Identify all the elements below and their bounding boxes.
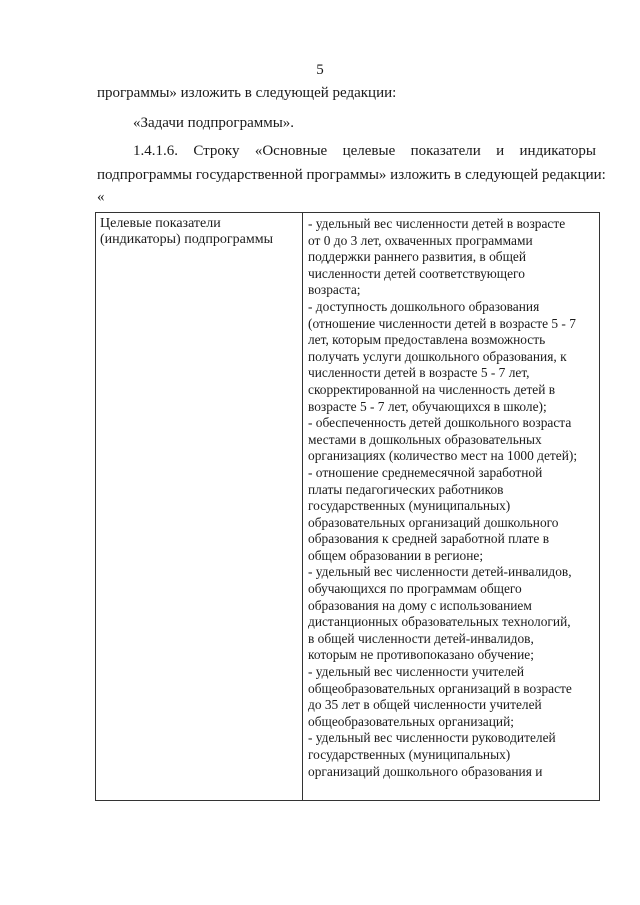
paragraph-tasks-title: «Задачи подпрограммы». [133, 115, 295, 131]
indicator-line: получать услуги дошкольного образования, к [308, 348, 567, 364]
indicator-line: - доступность дошкольного образования [308, 298, 540, 314]
indicator-line: - удельный вес численности руководителей [308, 730, 556, 746]
label-line: (индикаторы) подпрограммы [100, 232, 273, 247]
indicator-line: платы педагогических работников [308, 481, 504, 497]
paragraph-clause-continuation: подпрограммы государственной программы» изложить в следующей редакции: [97, 167, 606, 183]
indicator-line: дистанционных образовательных технологий, [308, 614, 571, 630]
table-content-cell [303, 213, 599, 800]
opening-quote: « [97, 189, 105, 205]
clause-word: 1.4.1.6. [133, 143, 178, 159]
indicator-line: государственных (муниципальных) [308, 747, 511, 762]
indicator-line: (отношение численности детей в возрасте 5 - 7 [308, 315, 576, 331]
indicator-line: государственных (муниципальных) [308, 498, 511, 514]
clause-word: Строку [193, 143, 240, 159]
table-label-cell [96, 213, 303, 800]
indicator-line: организаций дошкольного образования и [308, 763, 543, 779]
indicator-line: образования к средней заработной плате в [308, 531, 550, 547]
indicator-line: поддержки раннего развития, в общей [308, 249, 527, 265]
indicator-line: численности детей в возрасте 5 - 7 лет, [308, 365, 530, 381]
clause-word: индикаторы [519, 143, 596, 159]
label-line: Целевые показатели [100, 216, 221, 231]
indicators-table [95, 212, 600, 801]
indicator-line: от 0 до 3 лет, охваченных программами [308, 232, 533, 248]
indicator-line: - удельный вес численности детей-инвалидов, [308, 564, 572, 580]
page-number: 5 [316, 62, 324, 78]
indicator-line: общем образовании в регионе; [308, 547, 484, 563]
indicator-line: образования на дому с использованием [308, 597, 532, 613]
indicator-line: численности детей соответствующего [308, 265, 525, 281]
indicator-line: скорректированной на численность детей в [308, 381, 556, 397]
clause-word: «Основные [254, 143, 328, 159]
indicator-line: - обеспеченность детей дошкольного возраста [308, 415, 572, 431]
paragraph-clause-1-4-1-6 [133, 142, 596, 160]
indicator-line: общеобразовательных организаций в возрасте [308, 680, 572, 696]
indicator-line: местами в дошкольных образовательных [308, 431, 542, 447]
indicator-line: - отношение среднемесячной заработной [308, 464, 543, 480]
indicator-line: - удельный вес численности детей в возрасте [308, 216, 566, 231]
clause-word: показатели [410, 143, 481, 159]
indicator-line: образовательных организаций дошкольного [308, 514, 559, 530]
indicator-line: лет, которым предоставлена возможность [308, 332, 546, 348]
indicator-line: возраста; [308, 282, 361, 298]
indicator-line: до 35 лет в общей численности учителей [308, 697, 542, 713]
indicator-line: обучающихся по программам общего [308, 581, 522, 597]
clause-word: целевые [342, 143, 396, 159]
indicator-line: которым не противопоказано обучение; [308, 647, 534, 663]
indicator-line: - удельный вес численности учителей [308, 664, 525, 680]
paragraph-intro: программы» изложить в следующей редакции: [97, 85, 397, 101]
indicator-line: организациях (количество мест на 1000 детей); [308, 448, 578, 464]
clause-word: и [496, 143, 505, 159]
indicator-line: возрасте 5 - 7 лет, обучающихся в школе); [308, 398, 547, 414]
indicator-line: общеобразовательных организаций; [308, 713, 514, 729]
indicator-line: в общей численности детей-инвалидов, [308, 630, 534, 646]
